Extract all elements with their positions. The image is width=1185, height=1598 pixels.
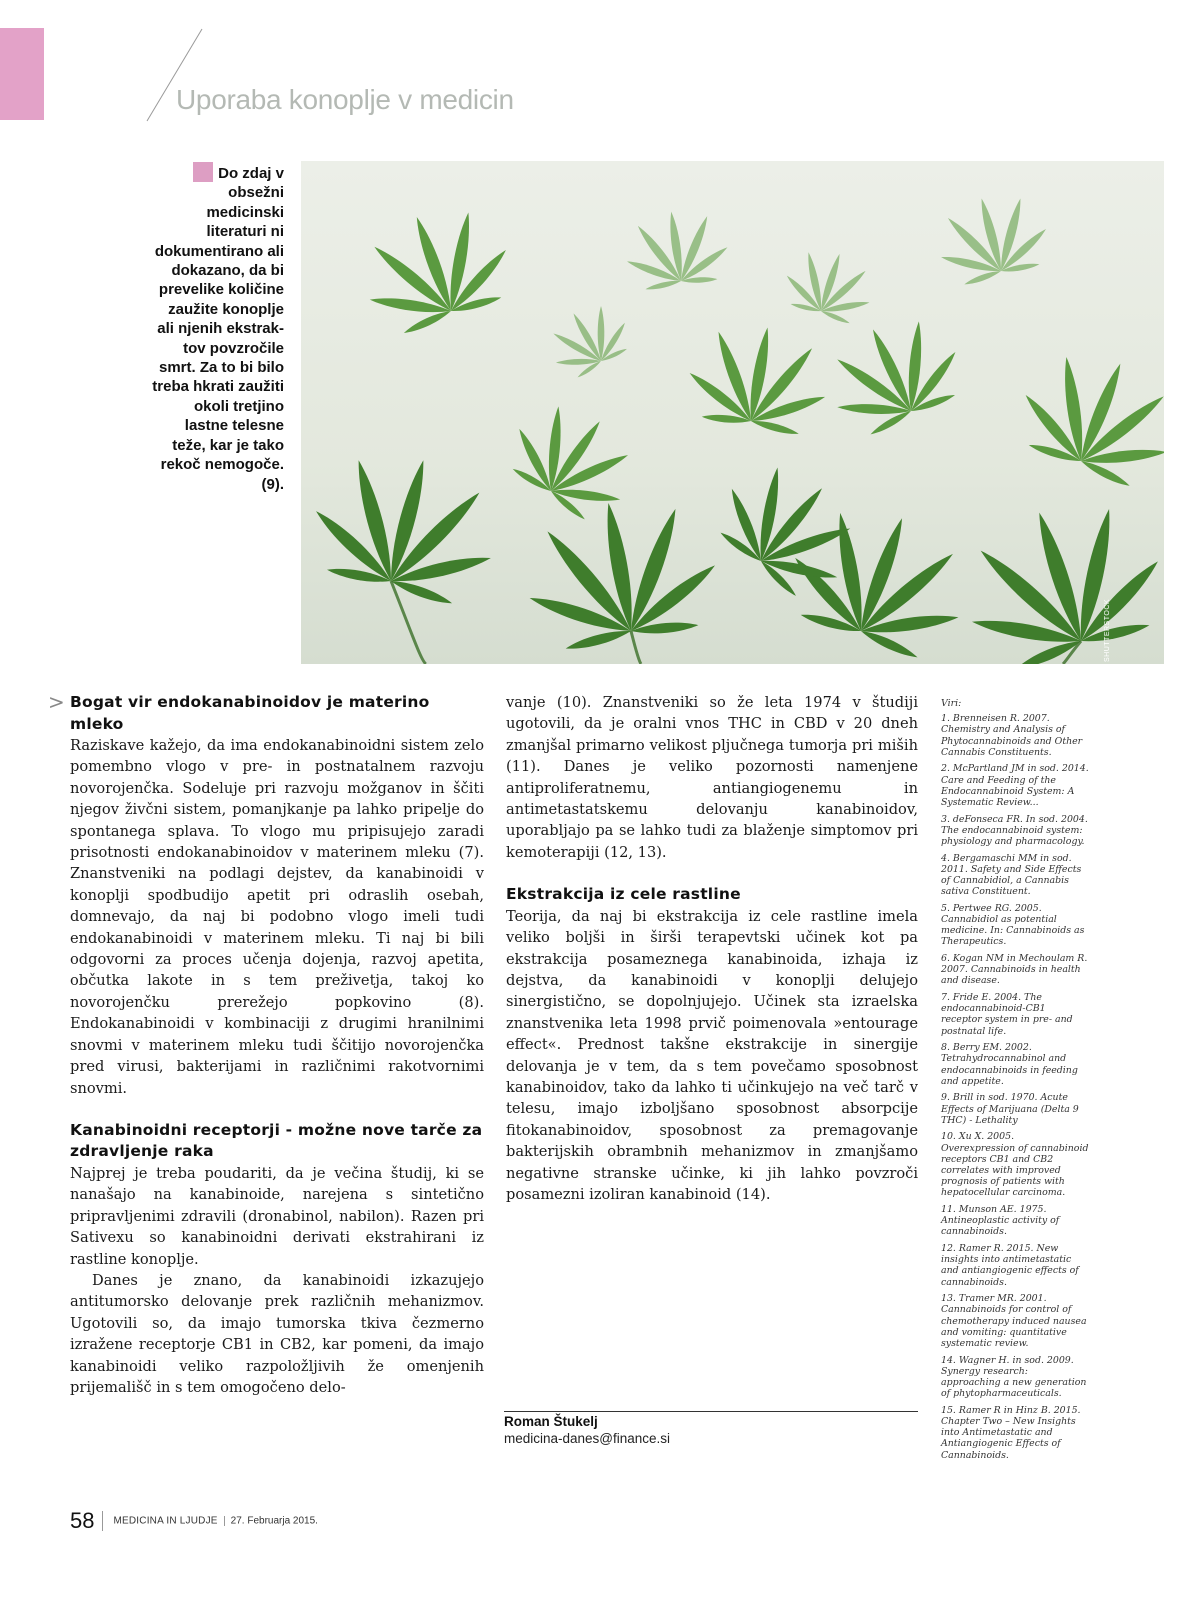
reference-item: 6. Kogan NM in Mechoulam R. 2007. Cannabinoids in health and disease. [941,953,1088,987]
paragraph: Teorija, da naj bi ekstrakcija iz cele rastline imela veliko boljši in širši terapevtski učinek kot pa ekstrakcija posameznega kanabinoida, izhaja iz dejstva, da kanabinoidi v konoplji delujejo sinergistično, se dopolnjujejo. Učinek sta izraelska znanstvenika leta 1998 prvič poimenovala »entourage effect«. Prednost takšne ekstrakcije in sinergije delovanja je v tem, da s tem povečamo sposobnost kanabinoidov, tako da lahko ti učinkujejo na več tarč v telesu, imajo izboljšano sposobnost absorpcije fitokanabinoidov, sposobnost za premagovanje bakterijskih obrambnih mehanizmov in zmanjšamo negativne stranske učinke, ki jih lahko povzroči posamezni izoliran kanabinoid (14). [506,907,918,1204]
magazine-name: MEDICINA IN LJUDJE [113,1515,218,1527]
reference-item: 14. Wagner H. in sod. 2009. Synergy research: approaching a new generation of phytopharmaceuticals. [941,1354,1087,1400]
reference-item: 2. McPartland JM in sod. 2014. Care and Feeding of the Endocannabinoid System: A Systematic Review... [941,763,1089,809]
reference-item: 3. deFonseca FR. In sod. 2004. The endocannabinoid system: physiology and pharmacology. [941,813,1088,848]
author-email: medicina-danes@finance.si [504,1431,671,1446]
paragraph: Raziskave kažejo, da ima endokanabinoidni sistem zelo pomembno vlogo v pre- in postnatalnem razvoju novorojenčka. Sodeluje pri razvoju možganov in ščiti njegov živčni sistem, pomanjkanje pa lahko pripelje do spontanega splava. To vlogo mu pripisujejo zaradi prisotnosti endokanabinoidov v materinem mleku (7). Znanstveniki na podlagi dejstev, da kanabinoidi v konoplji spodbudijo apetit pri odraslih osebah, domnevajo, da naj bi podobno vlogo imeli tudi endokanabinoidi v materinem mleku. Ti naj bi bili odgovorni za proces učenja dojenja, razvoj apetita, občutka lakote in s tem preživetja, takoj ko novorojenčku prerežejo popkovino (8). Endokanabinoidi v kombinaciji z drugimi hranilnimi snovmi v materinem mleku tudi ščitijo novorojenčka pred virusi, bakterijami in različnimi rakotvornimi snovmi. [70,737,484,1097]
reference-list [941,713,1089,1461]
page-footer [70,1508,318,1534]
reference-item: 7. Fride E. 2004. The endocannabinoid-CB1 receptor system in pre- and postnatal life. [941,992,1073,1037]
paragraph: vanje (10). Znanstveniki so že leta 1974 v študiji ugotovili, da je oralni vnos THC in CBD v 20 dneh zmanjšal primarno velikost pljučnega tumorja pri miših (11). Danes je veliko pozornosti namenjene antiproliferatnemu, antiangiogenemu in antimetastatskemu delovanju kanabinoidov, uporabljajo pa se lahko tudi za blaženje simptomov pri kemoterapiji (12, 13). [506,694,918,861]
subheading-receptors: Kanabinoidni receptorji - možne nove tarče za zdravljenje raka [70,1120,483,1161]
footer-divider [102,1511,103,1531]
photo-credit: SHUTTERSTOCK [1104,598,1111,662]
section-title: Uporaba konoplje v medicin [176,84,514,115]
section-color-tab [0,28,44,120]
pull-quote [150,162,284,494]
cannabis-photo [301,161,1164,664]
author-name: Roman Štukelj [504,1414,598,1429]
reference-item: 15. Ramer R in Hinz B. 2015. Chapter Two – New Insights into Antimetastatic and Antiangiogenic Effects of Cannabinoids. [941,1404,1081,1461]
paragraph: Najprej je treba poudariti, da je večina študij, ki se nanašajo na kanabinoide, narejena s sintetično pripravljenimi zdravili (dronabinol, nabilon). Razen pri Sativexu so kanabinoidni derivati ekstrahirani iz rastline konoplje. [70,1164,484,1268]
reference-item: 12. Ramer R. 2015. New insights into antimetastatic and antiangiogenic effects of cannabinoids. [941,1243,1079,1288]
reference-item: 4. Bergamaschi MM in sod. 2011. Safety and Side Effects of Cannabidiol, a Cannabis sativa Constituent. [941,852,1082,898]
author-divider [504,1411,918,1412]
reference-item: 10. Xu X. 2005. Overexpression of cannabinoid receptors CB1 and CB2 correlates with improved prognosis of patients with hepatocellular carcinoma. [941,1131,1089,1199]
subheading-breast-milk: Bogat vir endokanabinoidov je materino mleko [70,693,430,733]
paragraph: Danes je znano, da kanabinoidi izkazujejo antitumorsko delovanje prek različnih mehanizmov. Ugotovili so, da imajo tumorska tkiva čezmerno izražene receptorje CB1 in CB2, kar pomeni, da imajo kanabinoidi veliko razpoložljivih že omenjenih prijemališč in s tem omogočeno delo- [70,1271,484,1396]
reference-item: 5. Pertwee RG. 2005. Cannabidiol as potential medicine. In: Cannabinoids as Therapeutics. [941,902,1085,948]
article-column-1 [70,692,484,1398]
reference-item: 13. Tramer MR. 2001. Cannabinoids for control of chemotherapy induced nausea and vomiting: quantitative systematic review. [941,1293,1087,1350]
subheading-extraction: Ekstrakcija iz cele rastline [506,885,741,904]
references [941,698,1089,1466]
page-number: 58 [70,1508,95,1533]
reference-item: 9. Brill in sod. 1970. Acute Effects of Marijuana (Delta 9 THC) - Lethality [941,1092,1079,1126]
reference-item: 1. Brenneisen R. 2007. Chemistry and Analysis of Phytocannabinoids and Other Cannabis Constituents. [941,713,1083,758]
references-title: Viri: [941,698,962,709]
cannabis-leaves-illustration [301,161,1164,664]
footer-divider [224,1516,225,1526]
article-column-2 [506,692,918,1205]
reference-item: 8. Berry EM. 2002. Tetrahydrocannabinol and endocannabinoids in feeding and appetite. [941,1042,1078,1087]
pull-quote-text: Do zdaj v obsežni medicinski literaturi ni dokumentirano ali dokazano, da bi prevelike količine zaužite konoplje ali njenih ekstraktov povzročile smrt. Za to bi bilo treba hkrati zaužiti okoli tretjino lastne telesne teže, kar je tako rekoč nemogoče. (9). [152,165,284,493]
reference-item: 11. Munson AE. 1975. Antineoplastic activity of cannabinoids. [941,1204,1060,1238]
chevron-right-icon: > [48,690,65,714]
pull-quote-square-icon [193,162,213,182]
issue-date: 27. Februarja 2015. [230,1515,318,1527]
